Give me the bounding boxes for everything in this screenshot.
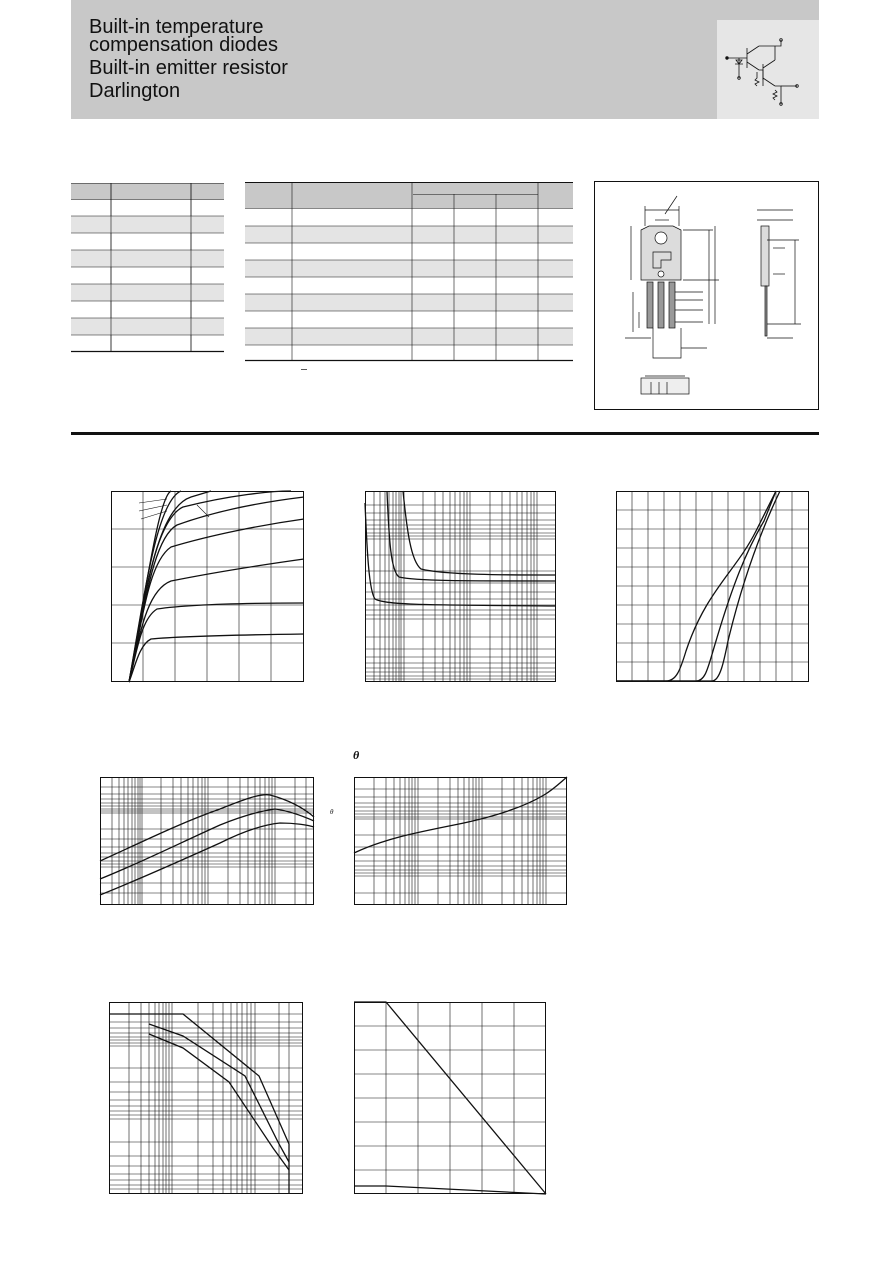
chart-hfe-ic: [365, 491, 556, 682]
chart-thermal-resistance: [354, 777, 567, 905]
feature-line-3: Built-in emitter resistor: [89, 57, 288, 79]
header-band: [71, 0, 819, 119]
to3p-package-icon: [595, 182, 820, 411]
theta-symbol: θ: [353, 748, 360, 762]
feature-line-2: compensation diodes: [89, 34, 279, 56]
theta-axis-symbol: θ: [330, 808, 334, 816]
chart-ic-vbe: [616, 491, 809, 682]
package-outline-box: [594, 181, 819, 410]
chart-safe-operating-area: [109, 1002, 303, 1194]
feature-line-1: Built-in temperature: [89, 16, 264, 38]
feature-line-4: Darlington: [89, 80, 181, 102]
chart-ic-vce: [111, 491, 304, 682]
darlington-circuit-icon: [717, 20, 819, 119]
absolute-ratings-table: [71, 183, 224, 353]
circuit-symbol-panel: [717, 20, 819, 119]
chart-fT-ic: [100, 777, 314, 905]
chart-power-derating: [354, 1002, 546, 1194]
feature-title: [89, 16, 288, 103]
section-divider: [71, 432, 819, 435]
electrical-characteristics-table: [245, 182, 573, 374]
